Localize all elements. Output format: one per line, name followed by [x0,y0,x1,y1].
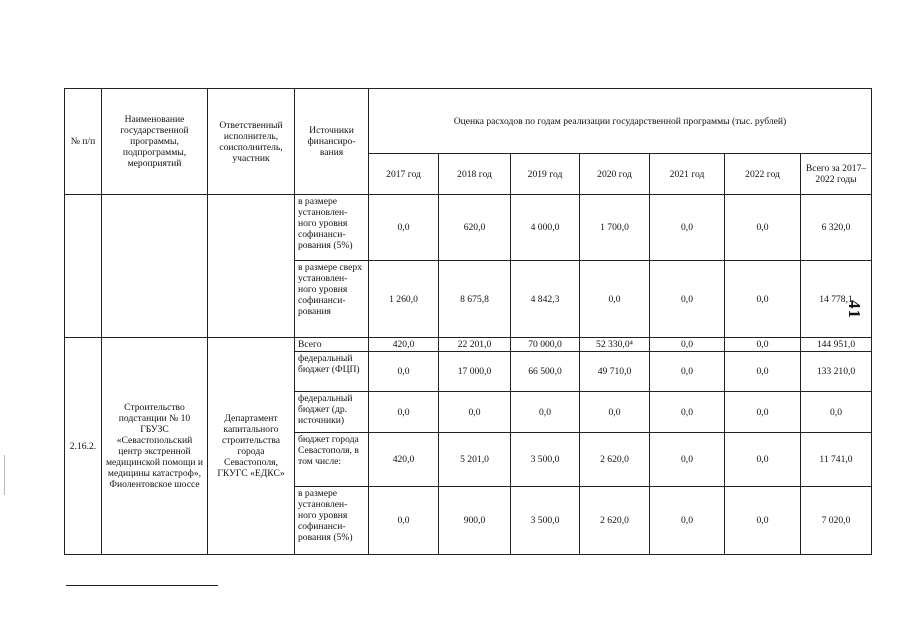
source-cell: Всего [295,338,369,352]
responsible-cell: Департамент капитального строительства города Севастополя, ГКУГС «ЕДКС» [208,338,295,555]
value-cell: 2 620,0 [580,433,650,487]
value-cell: 0,0 [650,352,725,392]
value-cell: 133 210,0 [801,352,872,392]
value-cell: 0,0 [439,392,511,433]
header-row [65,89,872,154]
value-cell: 0,0 [580,392,650,433]
table-row [65,195,872,261]
value-cell: 11 741,0 [801,433,872,487]
value-cell: 1 260,0 [369,261,439,338]
value-cell: 420,0 [369,433,439,487]
header-year: 2020 год [580,154,650,195]
header-estimate: Оценка расходов по годам реализации государственной программы (тыс. рублей) [369,89,872,154]
value-cell: 0,0 [369,195,439,261]
value-cell: 6 320,0 [801,195,872,261]
source-cell: в размере установлен-ного уровня софинанси-рования (5%) [295,487,369,555]
header-responsible: Ответственный исполнитель, соисполнитель, участник [208,89,295,195]
value-cell: 0,0 [801,392,872,433]
source-cell: бюджет города Севастополя, в том числе: [295,433,369,487]
value-cell: 0,0 [369,352,439,392]
value-cell: 0,0 [369,392,439,433]
header-year: 2022 год [725,154,801,195]
footnote-separator [66,585,218,586]
header-num: № п/п [65,89,102,195]
value-cell: 620,0 [439,195,511,261]
budget-table [64,88,872,555]
header-year: 2021 год [650,154,725,195]
value-cell: 5 201,0 [439,433,511,487]
value-cell: 0,0 [650,195,725,261]
header-year-total: Всего за 2017–2022 годы [801,154,872,195]
value-cell: 0,0 [511,392,580,433]
value-cell: 0,0 [580,261,650,338]
value-cell: 4 842,3 [511,261,580,338]
value-cell: 0,0 [650,338,725,352]
page-number: 41 [845,300,864,319]
value-cell: 66 500,0 [511,352,580,392]
value-cell: 2 620,0 [580,487,650,555]
value-cell: 17 000,0 [439,352,511,392]
value-cell: 0,0 [725,352,801,392]
scan-artifact [4,455,5,495]
value-cell: 0,0 [725,261,801,338]
value-cell: 8 675,8 [439,261,511,338]
value-cell: 0,0 [650,487,725,555]
header-sources: Источники финансиро-вания [295,89,369,195]
value-cell: 420,0 [369,338,439,352]
value-cell: 0,0 [650,392,725,433]
name-cell [102,195,208,338]
header-year: 2018 год [439,154,511,195]
name-cell: Строительство подстанции № 10 ГБУЗС «Севастопольский центр экстренной медицинской помощи и медицины катастроф», Фиолентовское шоссе [102,338,208,555]
value-cell: 0,0 [650,261,725,338]
value-cell: 0,0 [725,195,801,261]
value-cell: 0,0 [650,433,725,487]
value-cell: 7 020,0 [801,487,872,555]
value-cell: 22 201,0 [439,338,511,352]
responsible-cell [208,195,295,338]
value-cell: 52 330,0⁴ [580,338,650,352]
value-cell: 0,0 [725,338,801,352]
value-cell: 49 710,0 [580,352,650,392]
value-cell: 0,0 [725,487,801,555]
value-cell: 900,0 [439,487,511,555]
source-cell: федеральный бюджет (ФЦП) [295,352,369,392]
header-year: 2017 год [369,154,439,195]
value-cell: 0,0 [725,433,801,487]
source-cell: в размере сверх установлен-ного уровня софинанси-рования [295,261,369,338]
source-cell: федеральный бюджет (др. источники) [295,392,369,433]
value-cell: 1 700,0 [580,195,650,261]
value-cell: 0,0 [725,392,801,433]
value-cell: 144 951,0 [801,338,872,352]
value-cell: 4 000,0 [511,195,580,261]
value-cell: 0,0 [369,487,439,555]
value-cell: 14 778,1 [801,261,872,338]
header-year: 2019 год [511,154,580,195]
value-cell: 3 500,0 [511,487,580,555]
value-cell: 3 500,0 [511,433,580,487]
num-cell [65,195,102,338]
source-cell: в размере установлен-ного уровня софинанси-рования (5%) [295,195,369,261]
value-cell: 70 000,0 [511,338,580,352]
table-row [65,338,872,352]
header-name: Наименование государственной программы, подпрограммы, мероприятий [102,89,208,195]
num-cell: 2.16.2. [65,338,102,555]
